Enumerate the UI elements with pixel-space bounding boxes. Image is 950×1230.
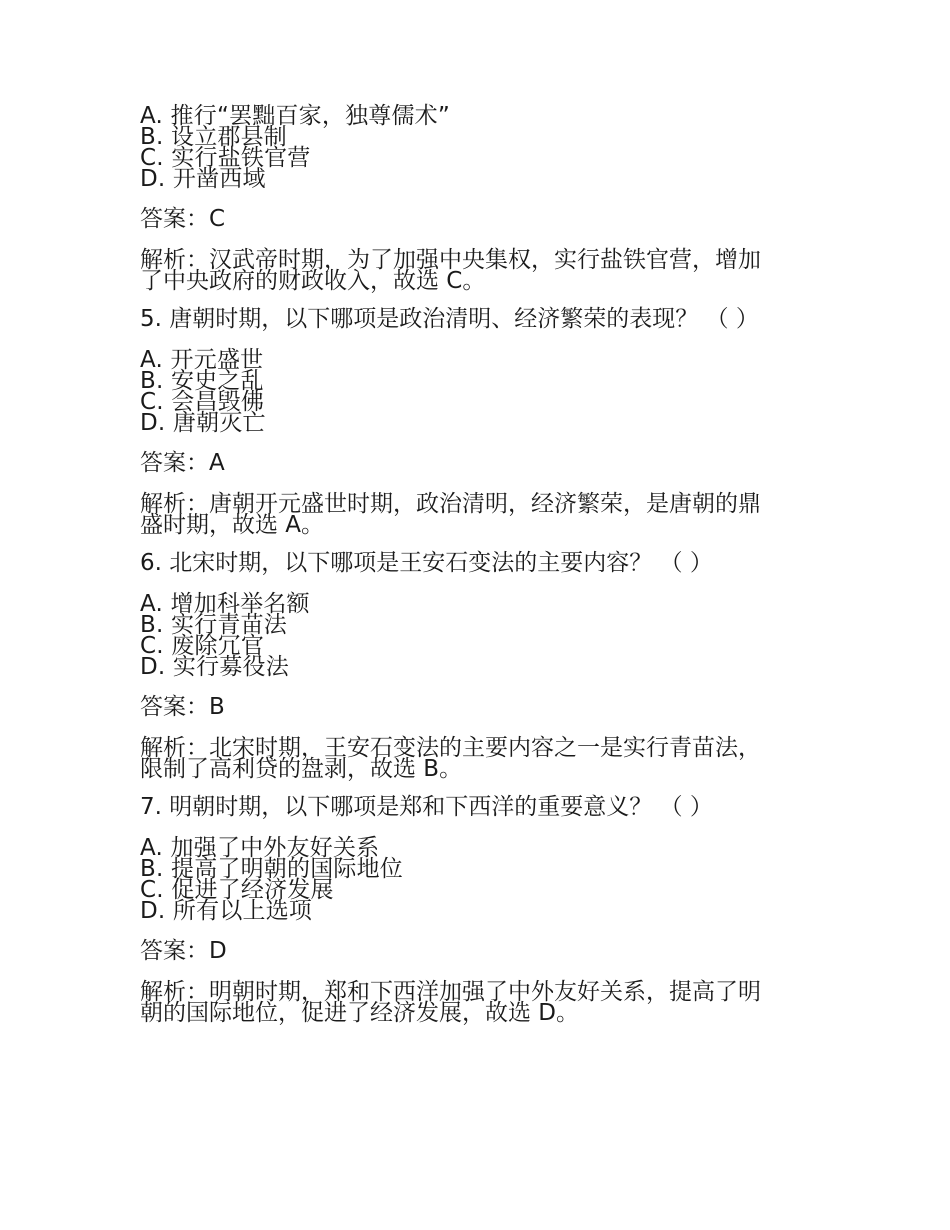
question-5: 5. 唐朝时期，以下哪项是政治清明、经济繁荣的表现？ （ ）: [140, 306, 759, 332]
analysis-q7: [140, 979, 820, 1026]
option-c: C. 废除冗官: [140, 633, 265, 659]
answer-q6: 答案：B: [140, 694, 225, 720]
analysis-line: 解析：北宋时期，王安石变法的主要内容之一是实行青苗法，: [140, 735, 761, 761]
option-d: D. 开凿西域: [140, 166, 266, 192]
question-6: 6. 北宋时期，以下哪项是王安石变法的主要内容？ （ ）: [140, 550, 713, 576]
option-c: C. 实行盐铁官营: [140, 145, 311, 171]
option-d: D. 所有以上选项: [140, 898, 313, 924]
option-a: A. 推行“罢黜百家，独尊儒术”: [140, 103, 450, 129]
analysis-q4: [140, 247, 820, 294]
analysis-line: 限制了高利贷的盘剥，故选 B。: [140, 756, 463, 782]
option-a: A. 开元盛世: [140, 347, 264, 373]
analysis-line: 了中央政府的财政收入，故选 C。: [140, 268, 486, 294]
analysis-line: 盛时期，故选 A。: [140, 512, 325, 538]
answer-q5: 答案：A: [140, 450, 225, 476]
analysis-line: 解析：明朝时期，郑和下西洋加强了中外友好关系，提高了明: [140, 979, 761, 1005]
analysis-q6: [140, 735, 820, 782]
option-a: A. 增加科举名额: [140, 591, 310, 617]
option-b: B. 安史之乱: [140, 368, 264, 394]
analysis-line: 解析：汉武帝时期，为了加强中央集权，实行盐铁官营，增加: [140, 247, 761, 273]
option-d: D. 唐朝灭亡: [140, 410, 266, 436]
option-c: C. 促进了经济发展: [140, 877, 334, 903]
options-list-q5: [140, 347, 820, 436]
document-page: [140, 103, 820, 1036]
analysis-line: 解析：唐朝开元盛世时期，政治清明，经济繁荣，是唐朝的鼎: [140, 491, 761, 517]
option-a: A. 加强了中外友好关系: [140, 835, 380, 861]
answer-q7: 答案：D: [140, 938, 227, 964]
options-list-q7: [140, 835, 820, 924]
option-b: B. 提高了明朝的国际地位: [140, 856, 404, 882]
options-list-q4: [140, 103, 820, 192]
option-c: C. 会昌毁佛: [140, 389, 265, 415]
option-b: B. 设立郡县制: [140, 124, 288, 150]
options-list-q6: [140, 591, 820, 680]
question-7: 7. 明朝时期，以下哪项是郑和下西洋的重要意义？ （ ）: [140, 794, 713, 820]
option-b: B. 实行青苗法: [140, 612, 288, 638]
analysis-line: 朝的国际地位，促进了经济发展，故选 D。: [140, 1000, 580, 1026]
option-d: D. 实行募役法: [140, 654, 289, 680]
analysis-q5: [140, 491, 820, 538]
answer-q4: 答案：C: [140, 206, 226, 232]
